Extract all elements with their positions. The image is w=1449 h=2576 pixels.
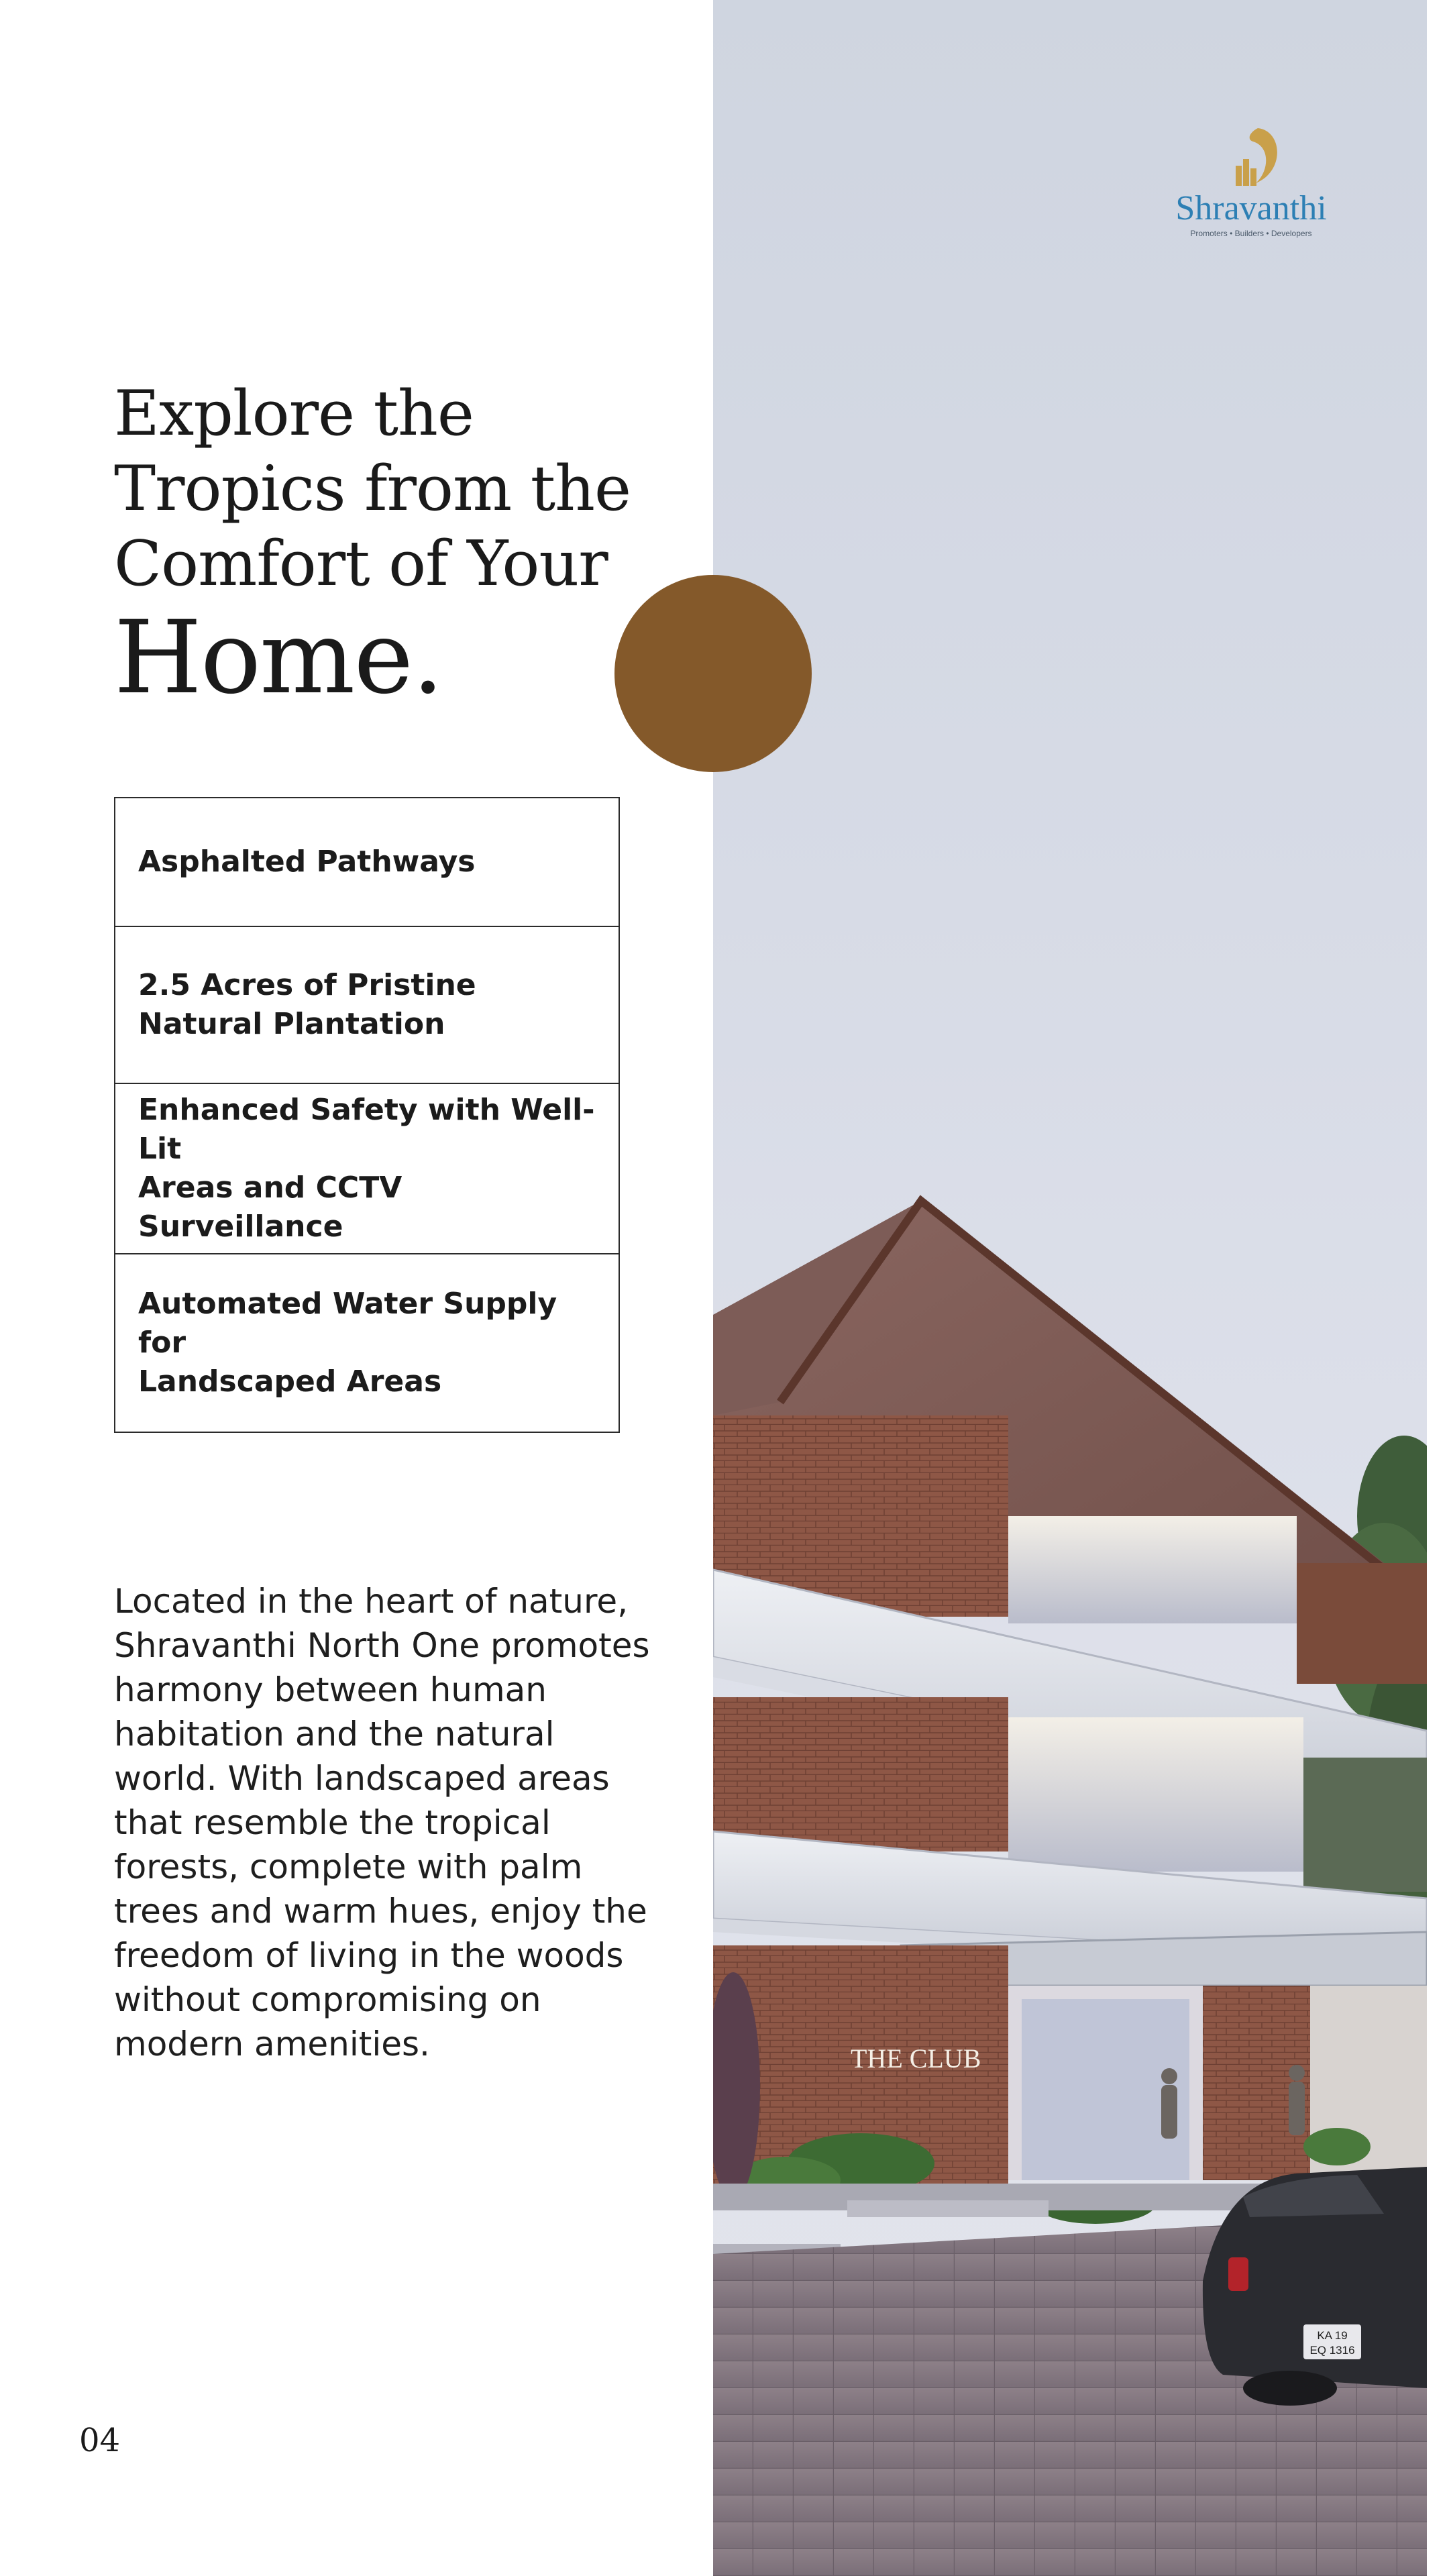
features-table (114, 797, 620, 1433)
feature-item: Automated Water Supply for Landscaped Areas (138, 1287, 557, 1399)
club-sign: THE CLUB (851, 2043, 981, 2074)
plate-line-2: EQ 1316 (1309, 2344, 1355, 2357)
description-paragraph: Located in the heart of nature, Shravanthi North One promotes harmony between human habitation and the natural world. With landscaped areas that resemble the tropical forests, complete with palm trees and warm hues, enjoy the freedom of living in the woods without compromising on modern amenities. (114, 1582, 650, 2063)
feature-item: Enhanced Safety with Well-Lit Areas and CCTV Surveillance (115, 1084, 619, 1254)
page-margin (1427, 0, 1449, 2576)
title-line-1: Explore the (114, 377, 474, 449)
title-line-2: Tropics from the (114, 452, 631, 525)
page-title (114, 376, 691, 715)
brand-tagline: Promoters • Builders • Developers (1190, 229, 1312, 238)
page-number: 04 (79, 2422, 121, 2459)
title-line-3: Comfort of Your (114, 527, 608, 600)
logo-mark-icon (1221, 124, 1288, 198)
accent-circle (614, 575, 812, 772)
brand-name: Shravanthi (1175, 189, 1327, 227)
title-emphasis: Home. (114, 600, 443, 716)
feature-item: 2.5 Acres of Pristine Natural Plantation (115, 927, 619, 1084)
clubhouse-rendering (713, 0, 1427, 2576)
plate-line-1: KA 19 (1317, 2329, 1348, 2342)
clubhouse-illustration (713, 0, 1427, 2576)
feature-item: Asphalted Pathways (115, 798, 619, 927)
brand-logo (1161, 124, 1342, 245)
